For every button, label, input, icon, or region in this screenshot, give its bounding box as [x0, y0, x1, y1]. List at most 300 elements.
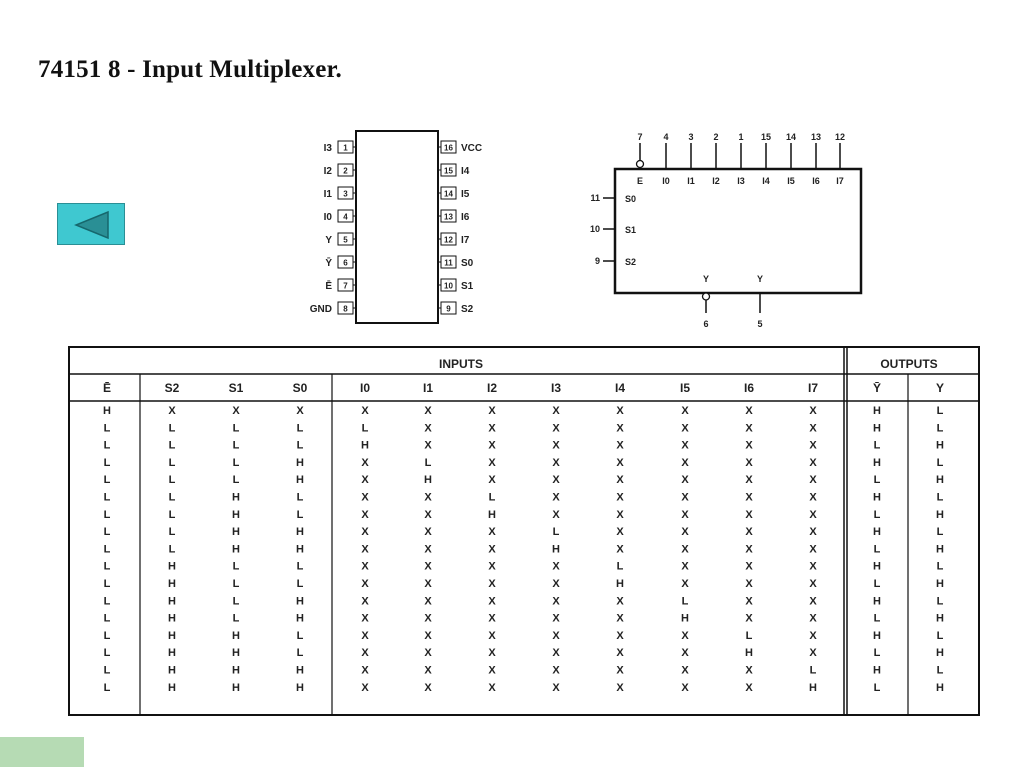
column-header: I2 [486, 381, 498, 395]
table-cell: X [616, 543, 624, 556]
column-header: I5 [679, 381, 691, 395]
table-cell: H [745, 647, 753, 660]
table-cell: H [296, 474, 304, 487]
logic-body [615, 169, 861, 293]
column-header: S0 [292, 381, 308, 395]
table-cell: X [809, 629, 817, 642]
table-cell: H [873, 664, 881, 677]
table-cell: X [745, 526, 753, 539]
table-cell: H [488, 508, 496, 521]
table-cell: X [616, 664, 624, 677]
table-cell: X [488, 543, 496, 556]
table-cell: H [168, 612, 176, 625]
table-cell: X [745, 474, 753, 487]
dip-pin-number: 11 [444, 258, 453, 268]
table-cell: X [681, 681, 689, 694]
table-cell: X [809, 543, 817, 556]
logic-pin-number: 7 [637, 132, 643, 142]
table-cell: X [809, 647, 817, 660]
table-cell: L [936, 491, 944, 504]
table-cell: L [296, 439, 304, 452]
dip-pin-label: S0 [461, 258, 474, 269]
table-cell: X [424, 595, 432, 608]
table-cell: H [681, 612, 689, 625]
table-cell: L [103, 612, 111, 625]
table-cell: X [552, 578, 560, 590]
table-cell: X [488, 456, 496, 469]
dip-pin-label: I2 [323, 166, 332, 177]
table-cell: L [168, 439, 176, 452]
table-cell: X [809, 508, 817, 521]
logic-pin-number: 6 [703, 319, 709, 329]
dip-pin-number: 4 [343, 212, 348, 222]
logic-pin-number: 9 [594, 256, 600, 266]
table-cell: X [488, 578, 496, 590]
logic-pin-label: S1 [625, 225, 637, 235]
table-cell: X [745, 578, 753, 590]
table-cell: H [232, 664, 240, 677]
logic-pin-number: 11 [590, 193, 600, 203]
outputs-header: OUTPUTS [880, 357, 938, 371]
table-cell: L [936, 405, 944, 417]
table-cell: X [616, 405, 624, 417]
table-cell: X [745, 560, 753, 573]
table-cell: X [424, 491, 432, 504]
logic-pin-number: 5 [757, 319, 763, 329]
table-cell: L [936, 560, 944, 573]
table-cell: H [936, 439, 944, 452]
table-cell: L [873, 681, 881, 694]
table-cell: X [809, 474, 817, 487]
logic-pin-number: 14 [785, 132, 797, 142]
dip-pin-number: 12 [444, 235, 453, 245]
table-cell: X [616, 612, 624, 625]
table-cell: X [552, 456, 560, 469]
table-cell: X [616, 526, 624, 539]
table-cell: X [488, 439, 496, 452]
logic-pin-label: Y [756, 274, 764, 284]
table-cell: X [552, 595, 560, 608]
table-cell: H [936, 578, 944, 590]
table-cell: X [488, 474, 496, 487]
table-cell: L [103, 543, 111, 556]
column-header: S2 [164, 381, 180, 395]
table-cell: X [681, 439, 689, 452]
table-cell: H [168, 595, 176, 608]
table-cell: H [168, 647, 176, 660]
table-cell: X [681, 647, 689, 660]
table-cell: H [296, 595, 304, 608]
table-cell: X [681, 664, 689, 677]
table-cell: X [361, 456, 369, 469]
column-header: Y [935, 381, 945, 395]
table-cell: X [552, 405, 560, 417]
table-cell: L [103, 560, 111, 573]
table-cell: L [936, 456, 944, 469]
logic-pin-label: Y [702, 274, 710, 284]
dip-pin-number: 3 [343, 189, 348, 199]
dip-pin-label: I6 [461, 212, 470, 223]
table-cell: L [168, 474, 176, 487]
dip-pin-number: 14 [444, 189, 453, 199]
table-cell: H [296, 681, 304, 694]
table-cell: X [361, 664, 369, 677]
dip-pin-label: I5 [461, 189, 470, 200]
table-cell: X [616, 422, 624, 435]
table-cell: L [232, 456, 240, 469]
table-cell: L [103, 578, 111, 590]
table-cell: X [361, 612, 369, 625]
table-cell: H [296, 456, 304, 469]
dip-pin-number: 1 [343, 143, 348, 153]
logic-pin-label: E [636, 176, 644, 186]
table-cell: X [616, 474, 624, 487]
triangle-left-icon [74, 210, 110, 240]
table-cell: X [488, 405, 496, 417]
column-header: I1 [422, 381, 434, 395]
table-cell: L [936, 422, 944, 435]
table-cell: L [232, 612, 240, 625]
table-cell: X [745, 681, 753, 694]
table-cell: X [681, 526, 689, 539]
table-cell: X [488, 681, 496, 694]
table-cell: X [681, 474, 689, 487]
dip-pin-label: GND [309, 304, 332, 315]
table-cell: H [232, 543, 240, 556]
table-cell: H [232, 681, 240, 694]
table-cell: X [552, 560, 560, 573]
table-cell: L [103, 491, 111, 504]
truth-table [68, 346, 980, 716]
table-cell: H [873, 405, 881, 417]
table-cell: X [361, 474, 369, 487]
table-cell: X [681, 456, 689, 469]
table-cell: X [424, 664, 432, 677]
table-cell: X [424, 681, 432, 694]
table-cell: L [873, 474, 881, 487]
logic-pin-label: I2 [712, 176, 720, 186]
logic-pin-label: I4 [762, 176, 770, 186]
table-cell: H [873, 595, 881, 608]
table-cell: X [552, 681, 560, 694]
dip-pin-label: VCC [461, 143, 483, 154]
table-cell: X [488, 664, 496, 677]
logic-pin-label: I1 [687, 176, 695, 186]
dip-pin-label: I7 [461, 235, 470, 246]
table-cell: L [681, 595, 689, 608]
table-cell: L [232, 474, 240, 487]
dip-pin-label: S2 [461, 304, 474, 315]
dip-pin-label: I0 [323, 212, 332, 223]
table-cell: L [873, 439, 881, 452]
table-cell: X [552, 491, 560, 504]
table-cell: X [616, 491, 624, 504]
table-cell: X [616, 629, 624, 642]
table-cell: L [168, 543, 176, 556]
table-cell: X [809, 578, 817, 590]
dip-pin-label: I3 [323, 143, 332, 154]
table-cell: L [873, 578, 881, 590]
table-cell: X [424, 508, 432, 521]
table-cell: X [361, 526, 369, 539]
table-cell: X [424, 578, 432, 590]
table-cell: X [809, 456, 817, 469]
table-cell: H [873, 422, 881, 435]
logic-pin-number: 4 [663, 132, 669, 142]
table-cell: L [103, 508, 111, 521]
table-cell: L [873, 508, 881, 521]
table-cell: H [936, 543, 944, 556]
table-cell: L [103, 526, 111, 539]
table-cell: L [552, 526, 560, 539]
column-header: I0 [359, 381, 371, 395]
table-cell: L [103, 474, 111, 487]
table-cell: X [681, 629, 689, 642]
dip-pin-number: 2 [343, 166, 348, 176]
table-cell: L [168, 456, 176, 469]
table-cell: L [103, 647, 111, 660]
table-cell: H [232, 647, 240, 660]
table-cell: X [361, 543, 369, 556]
table-cell: X [424, 543, 432, 556]
table-cell: X [424, 629, 432, 642]
table-cell: X [809, 491, 817, 504]
table-cell: X [552, 508, 560, 521]
dip-pin-number: 8 [343, 304, 348, 314]
dip-pin-number: 5 [343, 235, 348, 245]
table-cell: L [168, 508, 176, 521]
table-cell: X [488, 629, 496, 642]
table-cell: X [745, 422, 753, 435]
table-cell: X [488, 560, 496, 573]
logic-pin-number: 3 [688, 132, 694, 142]
dip-pinout-diagram [300, 128, 500, 328]
table-cell: L [103, 456, 111, 469]
table-cell: X [361, 405, 369, 417]
table-cell: X [616, 456, 624, 469]
table-cell: H [873, 560, 881, 573]
table-cell: X [681, 405, 689, 417]
table-cell: L [296, 578, 304, 590]
table-cell: X [361, 681, 369, 694]
table-cell: L [296, 647, 304, 660]
table-cell: H [873, 629, 881, 642]
slide-footer-bar [0, 737, 84, 767]
table-cell: L [296, 491, 304, 504]
table-cell: H [873, 526, 881, 539]
table-cell: X [361, 491, 369, 504]
table-cell: X [424, 647, 432, 660]
table-cell: L [296, 422, 304, 435]
table-cell: X [488, 595, 496, 608]
table-cell: X [552, 612, 560, 625]
table-cell: X [552, 629, 560, 642]
logic-pin-number: 1 [738, 132, 744, 142]
logic-pin-label: I0 [662, 176, 670, 186]
logic-pin-label: I3 [737, 176, 745, 186]
table-cell: L [232, 439, 240, 452]
table-cell: X [681, 560, 689, 573]
table-cell: X [745, 508, 753, 521]
table-cell: X [488, 647, 496, 660]
dip-pin-label: I1 [323, 189, 332, 200]
table-cell: L [873, 647, 881, 660]
table-cell: X [232, 405, 240, 417]
table-cell: X [809, 595, 817, 608]
dip-pin-number: 10 [444, 281, 453, 291]
table-cell: H [232, 508, 240, 521]
logic-symbol-diagram [585, 128, 875, 334]
table-cell: H [232, 491, 240, 504]
table-cell: X [809, 405, 817, 417]
table-cell: X [809, 526, 817, 539]
table-cell: L [296, 508, 304, 521]
table-frame [69, 347, 979, 715]
table-cell: X [552, 474, 560, 487]
table-cell: X [745, 439, 753, 452]
table-cell: X [424, 526, 432, 539]
table-cell: H [873, 491, 881, 504]
dip-pin-label: Y [325, 235, 332, 246]
logic-pin-number: 13 [810, 132, 822, 142]
table-cell: X [809, 422, 817, 435]
table-cell: H [232, 526, 240, 539]
table-cell: X [424, 439, 432, 452]
table-cell: X [361, 508, 369, 521]
table-cell: L [361, 422, 369, 435]
table-cell: H [232, 629, 240, 642]
table-cell: X [552, 664, 560, 677]
table-cell: L [936, 595, 944, 608]
logic-pin-number: 12 [834, 132, 846, 142]
table-cell: L [103, 439, 111, 452]
table-cell: H [936, 612, 944, 625]
table-cell: H [168, 681, 176, 694]
table-cell: L [745, 629, 753, 642]
table-cell: X [809, 560, 817, 573]
table-cell: X [745, 405, 753, 417]
table-cell: X [424, 612, 432, 625]
table-cell: L [873, 543, 881, 556]
inputs-header: INPUTS [438, 357, 484, 371]
table-cell: H [296, 612, 304, 625]
table-cell: X [745, 612, 753, 625]
table-cell: X [745, 543, 753, 556]
table-cell: H [936, 508, 944, 521]
table-cell: L [103, 422, 111, 435]
column-header: Ȳ [872, 381, 882, 395]
table-cell: H [936, 647, 944, 660]
table-cell: L [103, 664, 111, 677]
column-header: I4 [614, 381, 626, 395]
table-cell: X [745, 456, 753, 469]
table-cell: X [361, 578, 369, 590]
table-cell: X [681, 491, 689, 504]
table-cell: H [168, 578, 176, 590]
table-cell: X [745, 664, 753, 677]
logic-pin-label: I5 [787, 176, 795, 186]
table-cell: L [103, 595, 111, 608]
table-cell: L [103, 629, 111, 642]
table-cell: X [168, 405, 176, 417]
table-cell: L [103, 681, 111, 694]
table-cell: X [361, 560, 369, 573]
table-cell: X [488, 422, 496, 435]
logic-pin-label: I6 [812, 176, 820, 186]
table-cell: X [681, 578, 689, 590]
table-cell: H [424, 474, 432, 487]
dip-pin-label: I4 [461, 166, 470, 177]
table-cell: X [616, 681, 624, 694]
table-cell: H [168, 629, 176, 642]
logic-pin-number: 2 [713, 132, 719, 142]
table-cell: L [232, 422, 240, 435]
table-cell: X [745, 595, 753, 608]
dip-body [356, 131, 438, 323]
column-header: S1 [228, 381, 244, 395]
inversion-bubble [703, 293, 710, 300]
table-cell: L [232, 578, 240, 590]
table-cell: L [936, 526, 944, 539]
back-button[interactable] [57, 203, 125, 245]
table-cell: X [552, 647, 560, 660]
table-cell: L [168, 526, 176, 539]
dip-pin-label: S1 [461, 281, 474, 292]
table-cell: L [232, 560, 240, 573]
table-cell: X [681, 422, 689, 435]
logic-pin-number: 10 [589, 224, 600, 234]
table-cell: X [745, 491, 753, 504]
dip-pin-number: 9 [446, 304, 451, 314]
inversion-bubble [637, 161, 644, 168]
table-cell: H [296, 664, 304, 677]
logic-pin-label: I7 [836, 176, 844, 186]
table-cell: L [936, 629, 944, 642]
logic-pin-number: 15 [760, 132, 772, 142]
table-cell: X [809, 439, 817, 452]
logic-pin-label: S0 [625, 194, 637, 204]
table-cell: X [809, 612, 817, 625]
table-cell: H [296, 526, 304, 539]
table-cell: X [361, 595, 369, 608]
table-cell: X [552, 439, 560, 452]
table-cell: H [552, 543, 560, 556]
table-cell: L [232, 595, 240, 608]
dip-pin-number: 6 [343, 258, 348, 268]
table-cell: L [168, 491, 176, 504]
table-cell: X [616, 508, 624, 521]
table-cell: L [809, 664, 817, 677]
table-cell: X [424, 560, 432, 573]
dip-pin-number: 16 [444, 143, 453, 153]
table-cell: H [616, 578, 624, 590]
logic-pin-label: S2 [625, 257, 637, 267]
table-cell: L [296, 560, 304, 573]
table-cell: L [936, 664, 944, 677]
table-cell: H [936, 474, 944, 487]
table-cell: X [552, 422, 560, 435]
table-cell: X [616, 595, 624, 608]
column-header: Ē [102, 381, 112, 395]
table-cell: L [488, 491, 496, 504]
dip-pin-number: 7 [343, 281, 348, 291]
table-cell: X [361, 629, 369, 642]
column-header: I3 [550, 381, 562, 395]
table-cell: L [616, 560, 624, 573]
table-cell: X [681, 543, 689, 556]
column-header: I6 [743, 381, 755, 395]
table-cell: X [616, 647, 624, 660]
